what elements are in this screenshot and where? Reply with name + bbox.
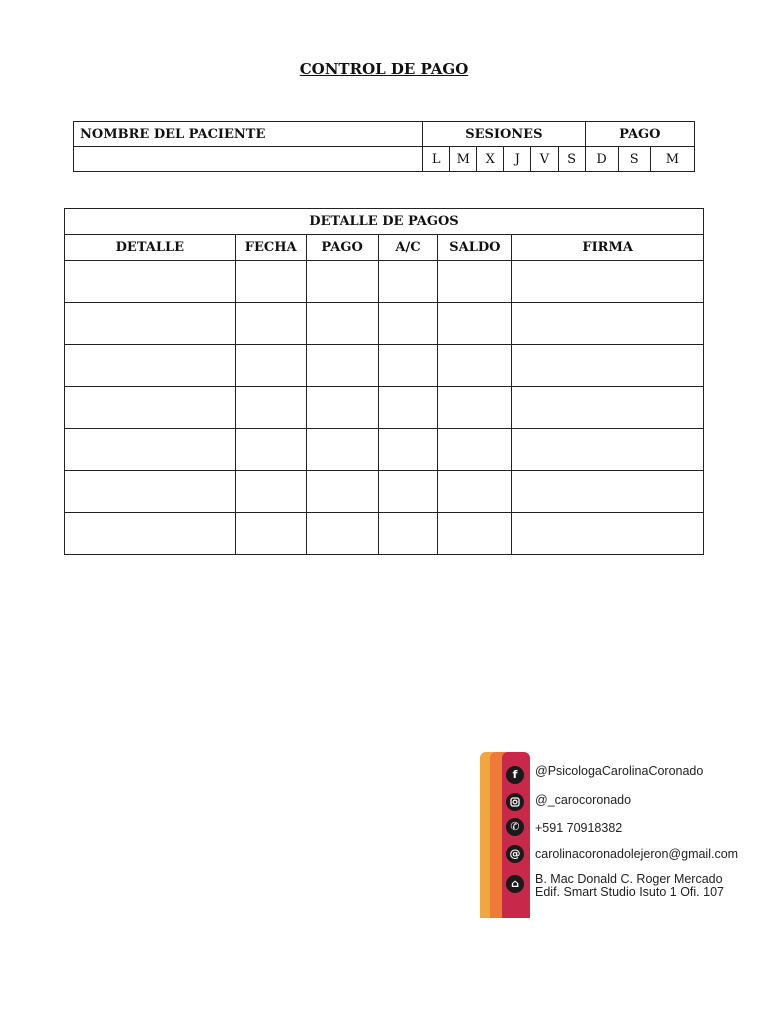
detalle-cell[interactable]	[65, 429, 236, 471]
patient-table	[73, 121, 695, 172]
firma-cell[interactable]	[512, 303, 704, 345]
session-day-cell[interactable]: L	[423, 147, 450, 172]
detalle-cell[interactable]	[65, 387, 236, 429]
phone-number[interactable]: +591 70918382	[535, 821, 623, 835]
saldo-cell[interactable]	[438, 303, 512, 345]
payment-header: PAGO	[585, 122, 694, 147]
column-header-detalle: DETALLE	[65, 235, 236, 261]
table-row	[65, 261, 704, 303]
firma-cell[interactable]	[512, 387, 704, 429]
saldo-cell[interactable]	[438, 471, 512, 513]
pago-cell[interactable]	[306, 387, 378, 429]
pago-cell[interactable]	[306, 429, 378, 471]
home-icon: ⌂	[506, 875, 524, 893]
page-title: CONTROL DE PAGO	[299, 60, 469, 78]
payment-period-cell[interactable]: M	[650, 147, 694, 172]
fecha-cell[interactable]	[235, 429, 306, 471]
fecha-cell[interactable]	[235, 345, 306, 387]
firma-cell[interactable]	[512, 429, 704, 471]
fecha-cell[interactable]	[235, 261, 306, 303]
pago-cell[interactable]	[306, 303, 378, 345]
ac-cell[interactable]	[378, 261, 438, 303]
saldo-cell[interactable]	[438, 429, 512, 471]
email-icon: @	[506, 845, 524, 863]
firma-cell[interactable]	[512, 471, 704, 513]
column-header-pago: PAGO	[306, 235, 378, 261]
detalle-cell[interactable]	[65, 345, 236, 387]
ac-cell[interactable]	[378, 345, 438, 387]
email-address[interactable]: carolinacoronadolejeron@gmail.com	[535, 847, 739, 861]
detalle-cell[interactable]	[65, 261, 236, 303]
session-day-cell[interactable]: S	[558, 147, 585, 172]
saldo-cell[interactable]	[438, 513, 512, 555]
address-line-2: Edif. Smart Studio Isuto 1 Ofi. 107	[535, 885, 724, 899]
saldo-cell[interactable]	[438, 345, 512, 387]
instagram-icon	[506, 793, 524, 811]
patient-name-cell[interactable]	[74, 147, 423, 172]
saldo-cell[interactable]	[438, 261, 512, 303]
table-row	[65, 513, 704, 555]
firma-cell[interactable]	[512, 261, 704, 303]
column-header-ac: A/C	[378, 235, 438, 261]
facebook-handle[interactable]: @PsicologaCarolinaCoronado	[535, 764, 704, 778]
pago-cell[interactable]	[306, 345, 378, 387]
payment-detail-table	[64, 208, 704, 555]
table-row	[65, 471, 704, 513]
session-day-cell[interactable]: V	[531, 147, 558, 172]
contact-card	[478, 752, 758, 920]
instagram-handle[interactable]: @_carocoronado	[535, 793, 632, 807]
fecha-cell[interactable]	[235, 387, 306, 429]
table-row	[65, 429, 704, 471]
pago-cell[interactable]	[306, 513, 378, 555]
detail-table-caption: DETALLE DE PAGOS	[65, 209, 704, 235]
fecha-cell[interactable]	[235, 303, 306, 345]
firma-cell[interactable]	[512, 513, 704, 555]
detalle-cell[interactable]	[65, 471, 236, 513]
session-day-cell[interactable]: J	[504, 147, 531, 172]
column-header-fecha: FECHA	[235, 235, 306, 261]
payment-period-cell[interactable]: S	[618, 147, 650, 172]
session-day-cell[interactable]: M	[450, 147, 477, 172]
phone-icon: ✆	[506, 818, 524, 836]
pago-cell[interactable]	[306, 471, 378, 513]
detalle-cell[interactable]	[65, 513, 236, 555]
ac-cell[interactable]	[378, 471, 438, 513]
sessions-header: SESIONES	[423, 122, 585, 147]
pago-cell[interactable]	[306, 261, 378, 303]
saldo-cell[interactable]	[438, 387, 512, 429]
table-row	[65, 345, 704, 387]
table-row	[65, 303, 704, 345]
payment-period-cell[interactable]: D	[585, 147, 618, 172]
ac-cell[interactable]	[378, 387, 438, 429]
facebook-icon: f	[506, 766, 524, 784]
patient-name-header: NOMBRE DEL PACIENTE	[74, 122, 423, 147]
ac-cell[interactable]	[378, 429, 438, 471]
address-line-1: B. Mac Donald C. Roger Mercado	[535, 872, 723, 886]
detalle-cell[interactable]	[65, 303, 236, 345]
session-day-cell[interactable]: X	[477, 147, 504, 172]
fecha-cell[interactable]	[235, 471, 306, 513]
column-header-firma: FIRMA	[512, 235, 704, 261]
table-row	[65, 387, 704, 429]
firma-cell[interactable]	[512, 345, 704, 387]
ac-cell[interactable]	[378, 513, 438, 555]
column-header-saldo: SALDO	[438, 235, 512, 261]
ac-cell[interactable]	[378, 303, 438, 345]
fecha-cell[interactable]	[235, 513, 306, 555]
